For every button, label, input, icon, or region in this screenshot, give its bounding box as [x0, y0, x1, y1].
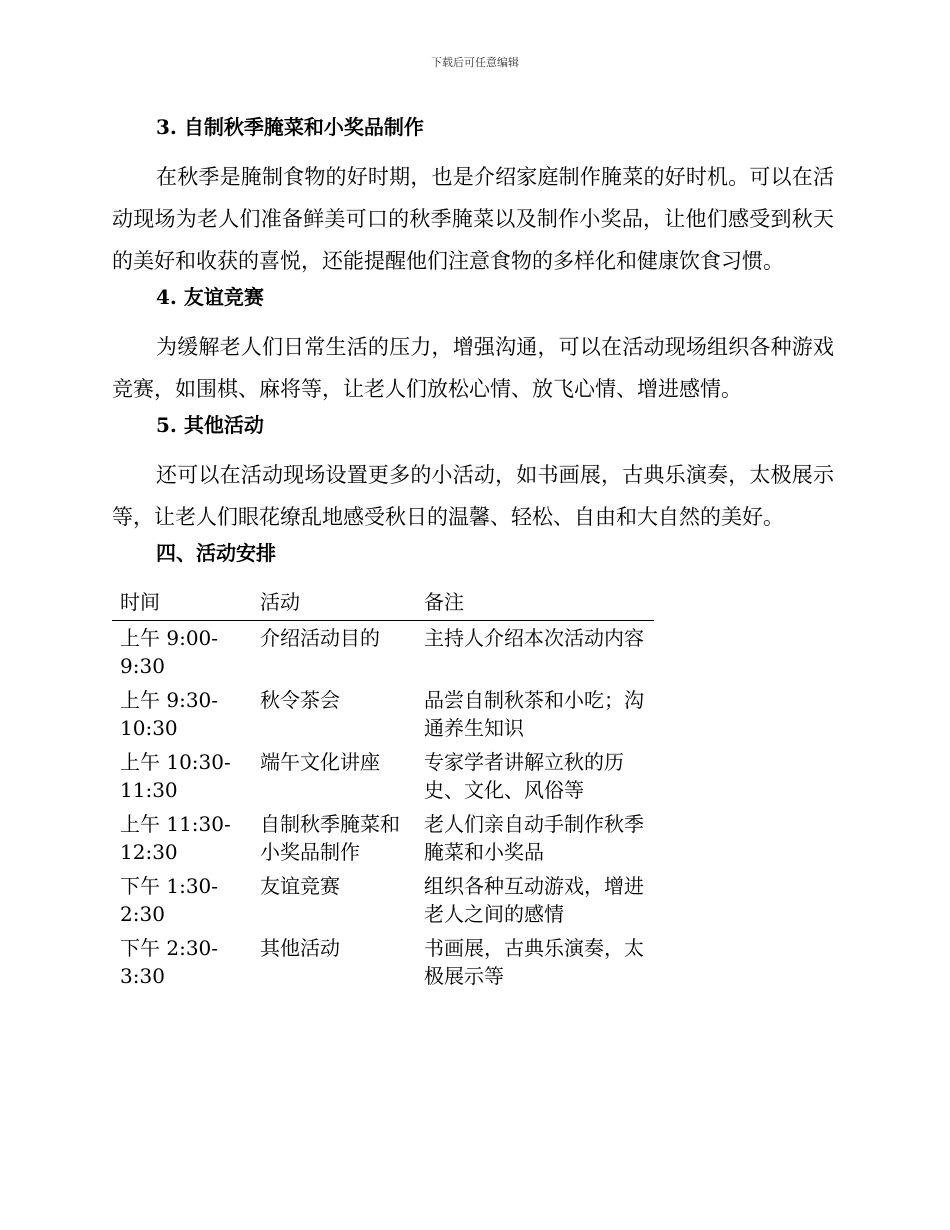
cell-time: 下午 1:30-2:30	[120, 874, 219, 926]
cell-note: 书画展，古典乐演奏，太极展示等	[424, 936, 644, 988]
cell-note: 专家学者讲解立秋的历史、文化、风俗等	[424, 750, 624, 802]
schedule-table	[112, 586, 654, 993]
section-heading-schedule: 四、活动安排	[156, 541, 276, 565]
section-paragraph-4: 为缓解老人们日常生活的压力，增强沟通，可以在活动现场组织各种游戏竞赛，如围棋、麻将等，让老人们放松心情、放飞心情、增进感情。	[112, 335, 834, 401]
cell-time: 下午 2:30-3:30	[120, 936, 219, 988]
table-row	[112, 931, 654, 993]
table-row	[112, 745, 654, 807]
cell-activity: 自制秋季腌菜和小奖品制作	[260, 812, 400, 864]
table-row	[112, 807, 654, 869]
section-heading-5: 5. 其他活动	[156, 413, 264, 437]
section-heading-4: 4. 友谊竞赛	[156, 285, 264, 309]
section-paragraph-5: 还可以在活动现场设置更多的小活动，如书画展，古典乐演奏，太极展示等，让老人们眼花缭乱地感受秋日的温馨、轻松、自由和大自然的美好。	[112, 463, 834, 529]
cell-note: 品尝自制秋茶和小吃；沟通养生知识	[424, 688, 644, 740]
table-row	[112, 683, 654, 745]
page-header: 下载后可任意编辑	[431, 56, 519, 69]
cell-activity: 秋令茶会	[260, 688, 340, 712]
section-heading-3: 3. 自制秋季腌菜和小奖品制作	[156, 115, 424, 139]
table-header-row	[112, 586, 654, 621]
cell-activity: 端午文化讲座	[260, 750, 380, 774]
cell-time: 上午 10:30-11:30	[120, 750, 231, 802]
cell-activity: 友谊竞赛	[260, 874, 340, 898]
column-header-activity: 活动	[252, 586, 416, 621]
cell-time: 上午 9:00-9:30	[120, 626, 219, 678]
cell-activity: 其他活动	[260, 936, 340, 960]
cell-note: 老人们亲自动手制作秋季腌菜和小奖品	[424, 812, 644, 864]
document-body	[112, 112, 834, 993]
cell-activity: 介绍活动目的	[260, 626, 380, 650]
cell-time: 上午 11:30-12:30	[120, 812, 231, 864]
column-header-note: 备注	[416, 586, 654, 621]
cell-note: 主持人介绍本次活动内容	[424, 626, 644, 650]
cell-time: 上午 9:30-10:30	[120, 688, 219, 740]
section-paragraph-3: 在秋季是腌制食物的好时期，也是介绍家庭制作腌菜的好时机。可以在活动现场为老人们准备鲜美可口的秋季腌菜以及制作小奖品，让他们感受到秋天的美好和收获的喜悦，还能提醒他们注意食物的多样化和健康饮食习惯。	[112, 165, 834, 273]
cell-note: 组织各种互动游戏，增进老人之间的感情	[424, 874, 644, 926]
table-row	[112, 869, 654, 931]
column-header-time: 时间	[112, 586, 252, 621]
table-row	[112, 621, 654, 684]
